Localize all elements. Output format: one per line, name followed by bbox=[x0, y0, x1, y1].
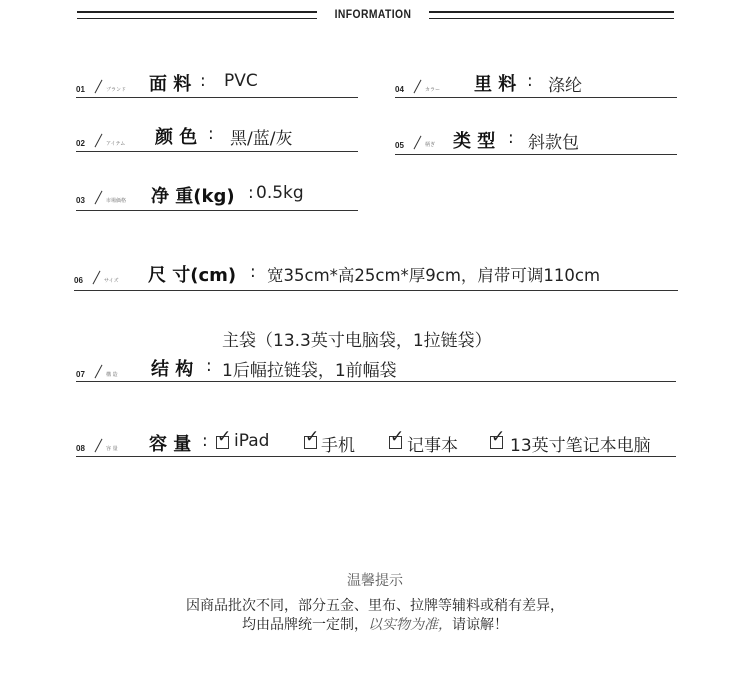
field-slash bbox=[93, 271, 101, 285]
check-icon: ✓ bbox=[305, 427, 320, 447]
field-tag: アイテム bbox=[106, 141, 126, 147]
field-value: 1后幅拉链袋，1前幅袋 bbox=[222, 361, 397, 381]
field-number: 08 bbox=[76, 444, 85, 453]
field-slash bbox=[95, 439, 103, 453]
field-label: 尺 寸(cm) bbox=[148, 265, 237, 286]
notice-title: 温馨提示 bbox=[347, 573, 403, 589]
notice-line-2-emphasis: 以实物为准， bbox=[368, 617, 452, 633]
header-rule-right-top bbox=[429, 11, 674, 13]
capacity-item-laptop: 13英寸笔记本电脑 bbox=[510, 436, 651, 456]
field-colon: : bbox=[202, 431, 208, 451]
field-colon: : bbox=[527, 71, 533, 91]
field-number: 07 bbox=[76, 370, 85, 379]
field-value: 斜款包 bbox=[528, 133, 579, 153]
field-colon: : bbox=[200, 71, 206, 91]
notice-line-2 bbox=[0, 614, 750, 634]
field-label: 结 构 bbox=[151, 359, 194, 380]
field-value: 宽35cm*高25cm*厚9cm，肩带可调110cm bbox=[267, 266, 601, 285]
field-label: 净 重(kg) bbox=[151, 186, 235, 207]
field-tag: 構 造 bbox=[106, 372, 118, 378]
field-underline bbox=[395, 154, 677, 155]
field-underline bbox=[74, 290, 678, 291]
field-underline bbox=[76, 97, 358, 98]
field-value: PVC bbox=[224, 71, 258, 91]
field-underline bbox=[76, 456, 676, 457]
field-number: 02 bbox=[76, 139, 85, 148]
field-value: 涤纶 bbox=[548, 76, 582, 96]
notice-line-2-pre: 均由品牌统一定制， bbox=[242, 617, 368, 633]
field-colon: : bbox=[508, 128, 514, 148]
header-rule-left-top bbox=[77, 11, 317, 13]
field-value-top: 主袋（13.3英寸电脑袋，1拉链袋） bbox=[222, 331, 492, 351]
capacity-item-phone: 手机 bbox=[321, 436, 355, 456]
check-icon: ✓ bbox=[491, 427, 506, 447]
field-label: 面 料 bbox=[149, 74, 192, 95]
field-colon: : bbox=[250, 262, 256, 282]
field-colon: : bbox=[248, 183, 254, 203]
field-label: 颜 色 bbox=[155, 127, 198, 148]
field-underline bbox=[76, 151, 358, 152]
field-tag: 市場価格 bbox=[106, 198, 127, 204]
field-number: 06 bbox=[74, 276, 83, 285]
field-tag: サイズ bbox=[104, 278, 119, 284]
field-label: 容 量 bbox=[149, 434, 192, 455]
field-slash bbox=[95, 191, 103, 205]
field-tag: ブランド bbox=[106, 87, 127, 93]
field-colon: : bbox=[206, 356, 212, 376]
field-tag: カラー bbox=[425, 87, 441, 93]
field-label: 里 料 bbox=[474, 74, 517, 95]
field-slash bbox=[95, 80, 103, 94]
field-slash bbox=[414, 80, 422, 94]
capacity-item-notebook: 记事本 bbox=[407, 436, 458, 456]
field-slash bbox=[414, 136, 422, 150]
check-icon: ✓ bbox=[390, 427, 405, 447]
field-slash bbox=[95, 365, 103, 379]
section-title: INFORMATION bbox=[334, 7, 412, 21]
field-value: 黑/蓝/灰 bbox=[230, 129, 293, 149]
notice-line-2-post: 请谅解！ bbox=[452, 617, 508, 633]
field-tag: 容 量 bbox=[106, 446, 118, 452]
field-number: 05 bbox=[395, 141, 404, 150]
field-slash bbox=[95, 134, 103, 148]
header-rule-right-bottom bbox=[429, 18, 674, 19]
check-icon: ✓ bbox=[217, 427, 232, 447]
field-underline bbox=[76, 210, 358, 211]
header-rule-left-bottom bbox=[77, 18, 317, 19]
field-value: 0.5kg bbox=[256, 183, 304, 203]
field-number: 04 bbox=[395, 85, 404, 94]
field-label: 类 型 bbox=[453, 131, 496, 152]
capacity-item-ipad: iPad bbox=[234, 431, 270, 451]
field-tag: 柄ぎ bbox=[425, 142, 436, 148]
notice-line-1: 因商品批次不同，部分五金、里布、拉牌等辅料或稍有差异， bbox=[186, 598, 564, 614]
field-number: 03 bbox=[76, 196, 85, 205]
field-underline bbox=[395, 97, 677, 98]
field-number: 01 bbox=[76, 85, 85, 94]
field-colon: : bbox=[208, 124, 214, 144]
field-underline bbox=[76, 381, 676, 382]
